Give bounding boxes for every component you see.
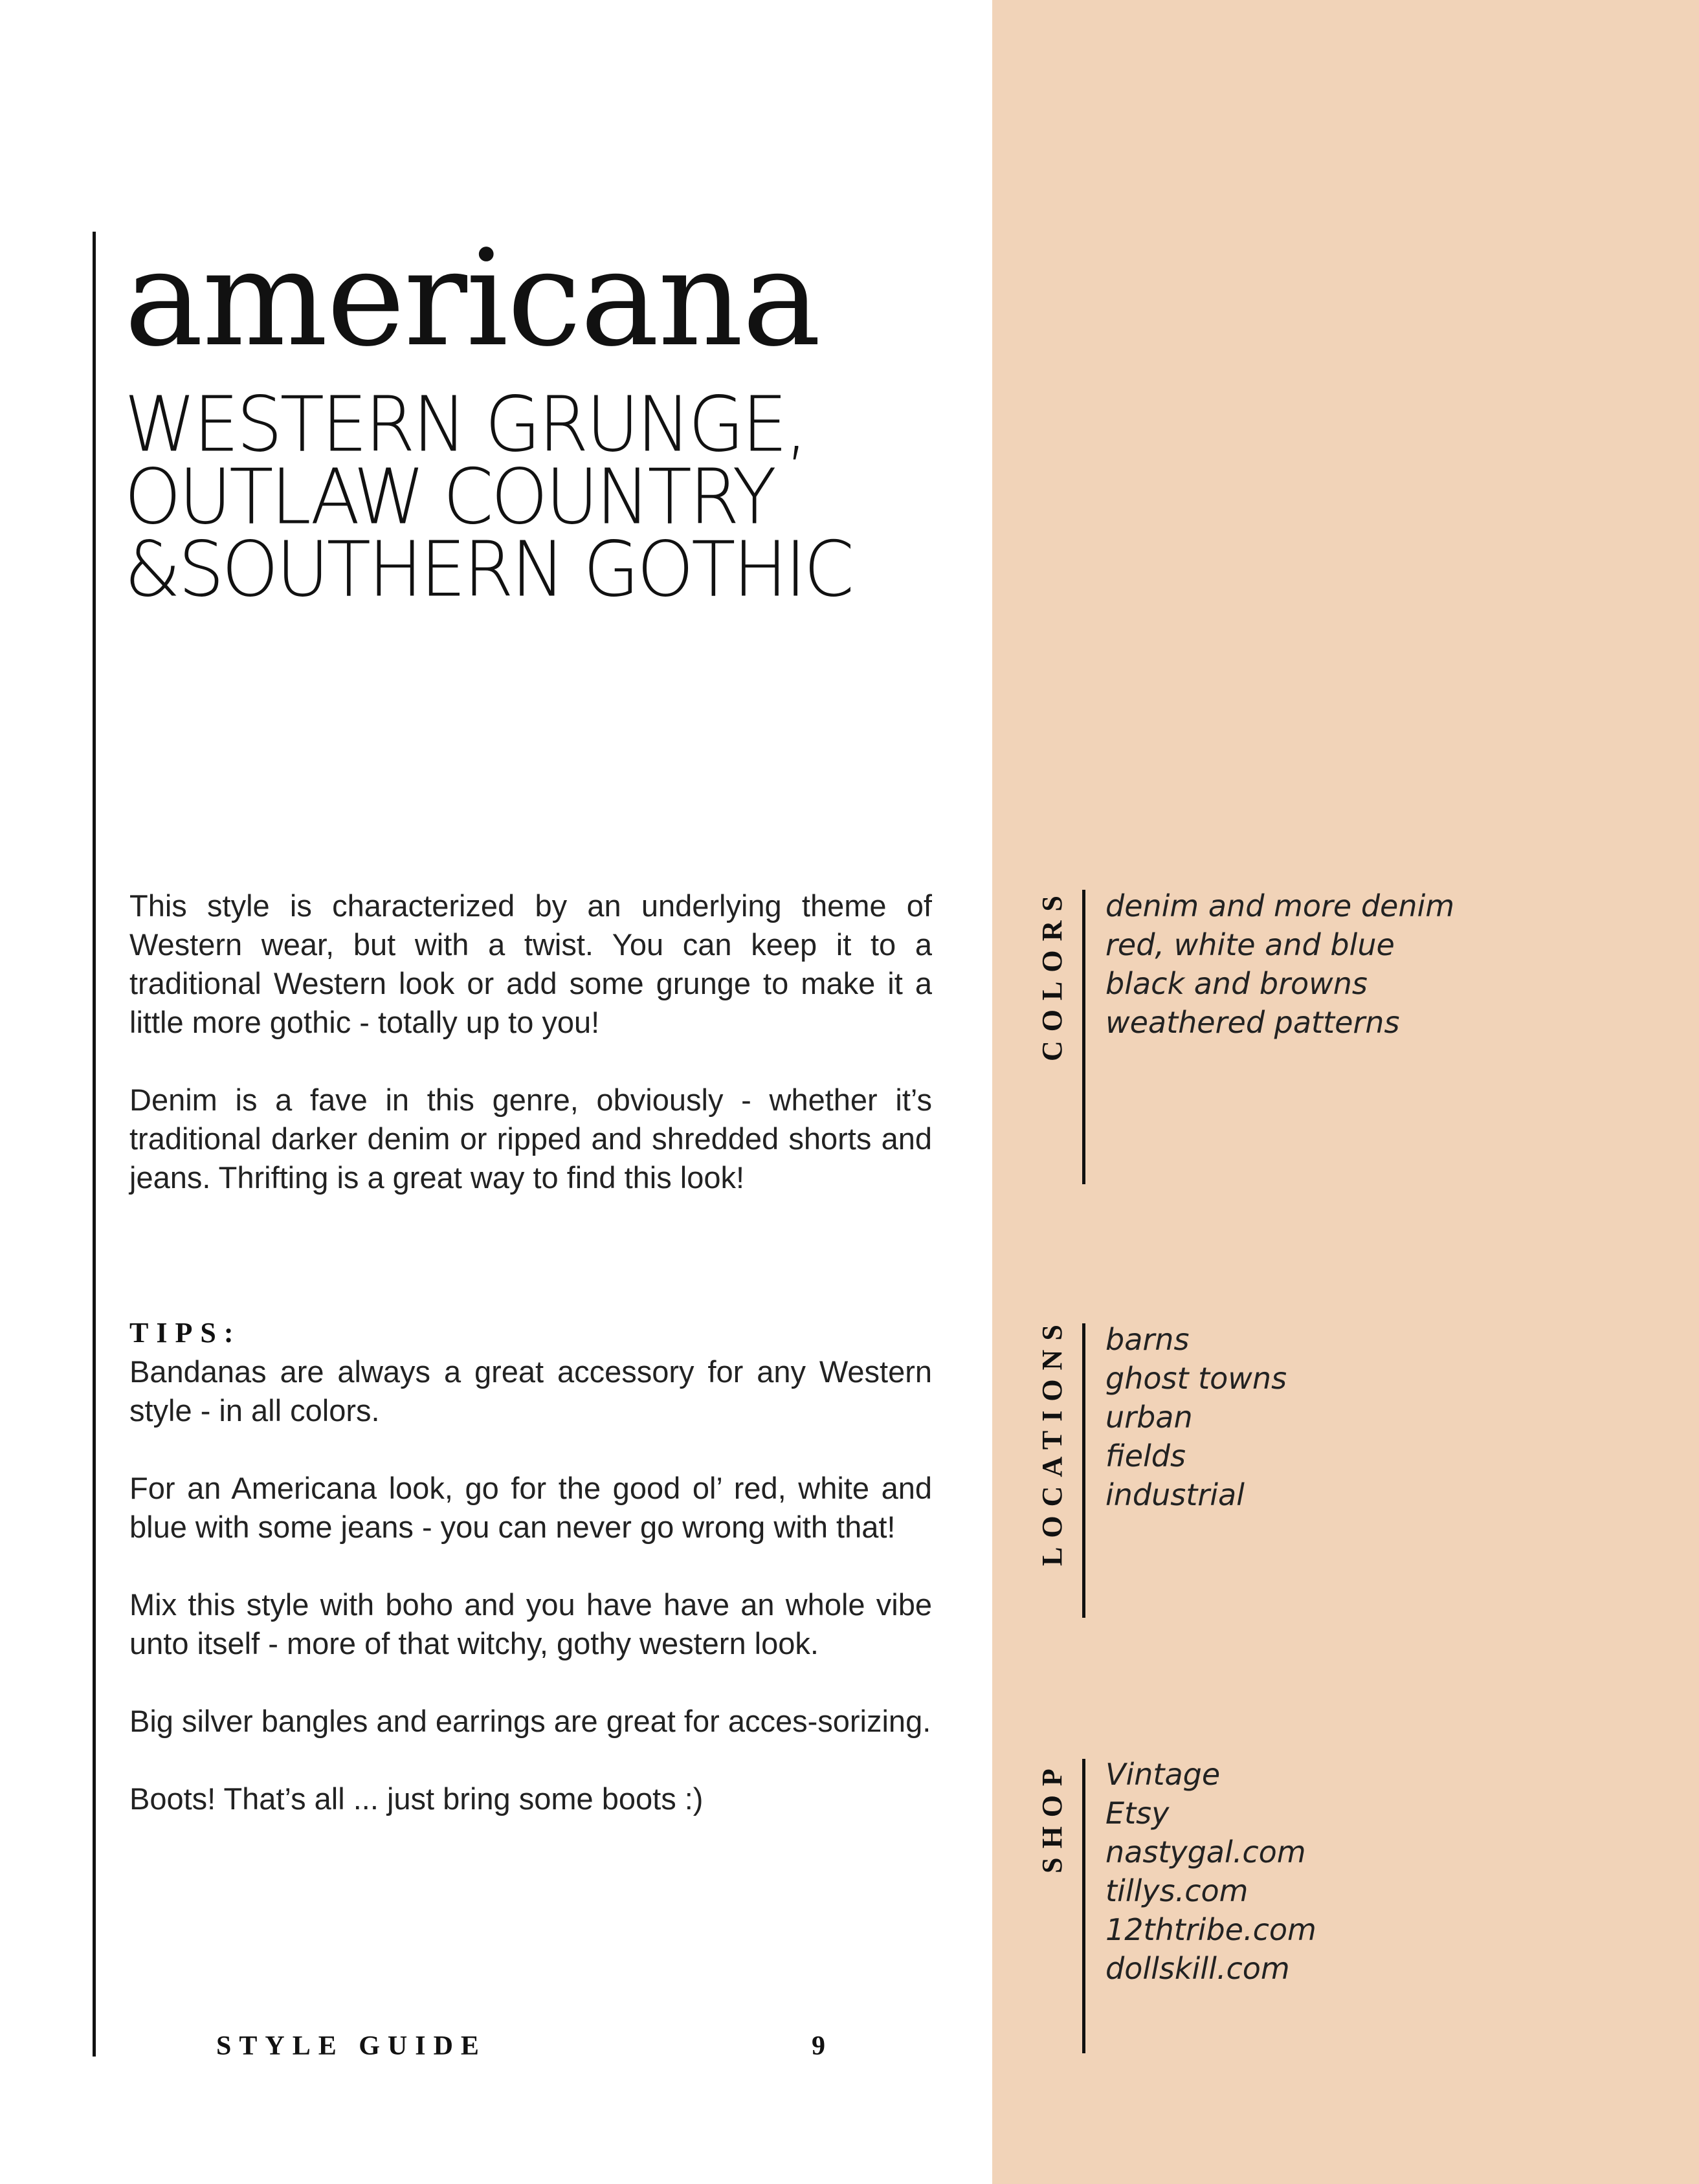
locations-section-label: LOCATIONS [1036, 1316, 1068, 1566]
list-item: tillys.com [1105, 1873, 1249, 1908]
list-item: black and browns [1105, 966, 1368, 1001]
colors-section-label: COLORS [1036, 887, 1068, 1061]
list-item: nastygal.com [1105, 1835, 1306, 1870]
intro-text [129, 887, 932, 1236]
intro-paragraph: Denim is a fave in this genre, obviously - whether it’s traditional darker denim or ripped and shredded shorts and jeans. Thrifting is a great way to find this look! [129, 1083, 932, 1195]
list-item: red, white and blue [1105, 927, 1395, 962]
tip-paragraph: Boots! That’s all ... just bring some boots :) [129, 1781, 704, 1816]
list-item: weathered patterns [1105, 1005, 1400, 1040]
sidebar-background [992, 0, 1699, 2184]
list-item: denim and more denim [1105, 888, 1455, 923]
list-item: ghost towns [1105, 1361, 1287, 1396]
footer-style-guide: STYLE GUIDE [216, 2031, 487, 2061]
list-item: urban [1105, 1400, 1193, 1435]
left-vertical-rule [93, 232, 96, 2057]
shop-list [1105, 1755, 1316, 1988]
list-item: fields [1105, 1439, 1186, 1473]
shop-section-label: SHOP [1036, 1759, 1068, 1873]
footer-page-number: 9 [812, 2031, 825, 2061]
colors-list [1105, 887, 1454, 1042]
tips-heading: TIPS: [129, 1317, 241, 1349]
tip-paragraph: Mix this style with boho and you have have an whole vibe unto itself - more of that witchy, gothy western look. [129, 1587, 932, 1660]
colors-section-rule [1082, 890, 1085, 1184]
locations-section-rule [1082, 1323, 1085, 1618]
list-item: Vintage [1105, 1757, 1221, 1792]
tips-text [129, 1352, 932, 1857]
list-item: 12thtribe.com [1105, 1912, 1316, 1947]
list-item: barns [1105, 1322, 1190, 1357]
list-item: Etsy [1105, 1796, 1170, 1831]
shop-section-rule [1082, 1759, 1085, 2053]
list-item: industrial [1105, 1477, 1245, 1512]
tip-paragraph: For an Americana look, go for the good ol’ red, white and blue with some jeans - you can never go wrong with that! [129, 1471, 932, 1544]
locations-list [1105, 1320, 1287, 1514]
page-subtitle [124, 381, 979, 615]
subtitle-line: OUTLAW COUNTRY [124, 453, 774, 542]
tip-paragraph: Big silver bangles and earrings are great for acces-sorizing. [129, 1704, 931, 1738]
subtitle-line: WESTERN GRUNGE, [124, 381, 806, 470]
intro-paragraph: This style is characterized by an underlying theme of Western wear, but with a twist. You can keep it to a traditional Western look or add some grunge to make it a little more gothic - totally up to you! [129, 888, 932, 1039]
page-title: americana [124, 222, 820, 376]
list-item: dollskill.com [1105, 1951, 1290, 1986]
tip-paragraph: Bandanas are always a great accessory for any Western style - in all colors. [129, 1354, 932, 1428]
subtitle-line: &SOUTHERN GOTHIC [124, 525, 852, 615]
